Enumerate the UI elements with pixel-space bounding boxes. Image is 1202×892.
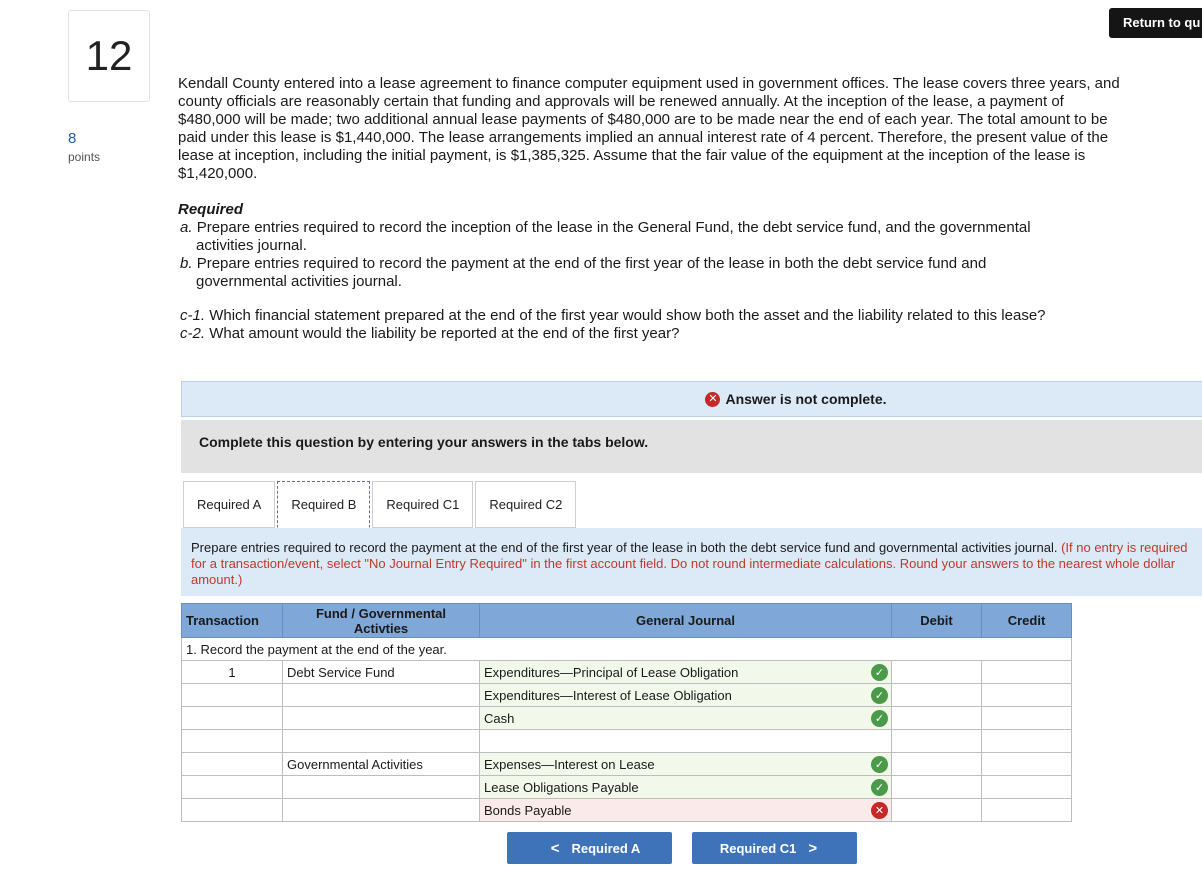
account-name: Cash <box>484 710 515 726</box>
account-name: Expenses—Interest on Lease <box>484 756 655 772</box>
transaction-cell <box>182 730 283 753</box>
account-cell[interactable] <box>480 753 892 776</box>
tab-bar <box>183 481 578 528</box>
transaction-cell <box>182 753 283 776</box>
required-b-text-2: governmental activities journal. <box>196 273 402 290</box>
required-a-text-2: activities journal. <box>196 237 307 254</box>
answer-status-text: Answer is not complete. <box>725 391 887 407</box>
tab-required-c1[interactable]: Required C1 <box>372 481 473 528</box>
question-number: 12 <box>68 10 150 102</box>
instructions-panel <box>181 420 1202 473</box>
journal-table <box>181 603 1072 822</box>
fund-cell[interactable]: Debt Service Fund <box>283 661 480 684</box>
debit-input[interactable] <box>892 753 982 776</box>
tab-required-b[interactable]: Required B <box>277 481 370 528</box>
journal-row <box>182 799 1072 822</box>
journal-section-label: 1. Record the payment at the end of the year. <box>182 638 1072 661</box>
credit-input[interactable] <box>982 776 1072 799</box>
credit-input[interactable] <box>982 799 1072 822</box>
required-heading: Required <box>178 201 244 218</box>
debit-input[interactable] <box>892 730 982 753</box>
transaction-cell <box>182 776 283 799</box>
journal-row <box>182 684 1072 707</box>
transaction-cell <box>182 799 283 822</box>
account-name: Expenditures—Interest of Lease Obligation <box>484 687 732 703</box>
header-debit: Debit <box>892 604 982 638</box>
next-tab-label: Required C1 <box>719 840 797 856</box>
journal-row <box>182 661 1072 684</box>
required-b-label: b. <box>180 255 193 272</box>
header-fund-line2: Activties <box>353 620 409 636</box>
chevron-left-icon: < <box>550 839 560 857</box>
journal-row <box>182 776 1072 799</box>
points-label: points <box>68 150 101 164</box>
next-tab-button[interactable] <box>692 832 857 864</box>
points-value: 8 <box>68 130 77 147</box>
tab-instructions-main: Prepare entries required to record the payment at the end of the first year of the lease in both the debt service fund and governmental activities journal. <box>191 540 1058 555</box>
required-c2 <box>180 325 1100 343</box>
journal-section-row <box>182 638 1072 661</box>
credit-input[interactable] <box>982 753 1072 776</box>
transaction-cell <box>182 707 283 730</box>
check-icon: ✓ <box>871 687 888 704</box>
instructions-panel-text: Complete this question by entering your answers in the tabs below. <box>199 434 649 450</box>
credit-input[interactable] <box>982 684 1072 707</box>
journal-row <box>182 753 1072 776</box>
account-cell[interactable] <box>480 707 892 730</box>
tab-instructions <box>181 528 1202 596</box>
journal-header-row <box>182 604 1072 638</box>
tab-instructions-note: (If no entry is required for a transaction/event, select "No Journal Entry Required" in the first account field. Do not round intermediate calculations. Round your answers to the nearest whole dollar amount.) <box>191 540 1188 587</box>
prev-tab-button[interactable] <box>507 832 672 864</box>
debit-input[interactable] <box>892 776 982 799</box>
tab-required-c2[interactable]: Required C2 <box>475 481 576 528</box>
fund-cell[interactable] <box>283 799 480 822</box>
required-a-text-1: Prepare entries required to record the inception of the lease in the General Fund, the debt service fund, and the governmental <box>196 219 1031 236</box>
required-c1 <box>180 307 1100 325</box>
debit-input[interactable] <box>892 661 982 684</box>
required-b-text-1: Prepare entries required to record the payment at the end of the first year of the lease in both the debt service fund and <box>196 255 987 272</box>
fund-cell[interactable] <box>283 776 480 799</box>
journal-row <box>182 707 1072 730</box>
fund-cell[interactable] <box>283 684 480 707</box>
transaction-cell <box>182 684 283 707</box>
fund-cell[interactable]: Governmental Activities <box>283 753 480 776</box>
chevron-right-icon: > <box>808 839 818 857</box>
credit-input[interactable] <box>982 707 1072 730</box>
credit-input[interactable] <box>982 661 1072 684</box>
prev-tab-label: Required A <box>571 840 641 856</box>
required-c1-text: Which financial statement prepared at the end of the first year would show both the asset and the liability related to this lease? <box>209 307 1046 324</box>
header-transaction: Transaction <box>182 604 283 638</box>
account-name: Bonds Payable <box>484 802 572 818</box>
required-a-label: a. <box>180 219 193 236</box>
required-a <box>180 219 1100 255</box>
debit-input[interactable] <box>892 684 982 707</box>
check-icon: ✓ <box>871 664 888 681</box>
account-cell[interactable] <box>480 799 892 822</box>
account-name: Lease Obligations Payable <box>484 779 639 795</box>
account-cell[interactable] <box>480 776 892 799</box>
check-icon: ✓ <box>871 779 888 796</box>
problem-text: Kendall County entered into a lease agreement to finance computer equipment used in government offices. The lease covers three years, and county officials are reasonably certain that funding and approvals will be renewed annually. At the inception of the lease, a payment of $480,000 will be made; two additional annual lease payments of $480,000 are to be made near the end of each year. The total amount to be paid under this lease is $1,440,000. The lease arrangements implied an annual interest rate of 4 percent. Therefore, the present value of the lease at inception, including the initial payment, is $1,385,325. Assume that the fair value of the equipment at the inception of the lease is $1,420,000. <box>178 75 1120 182</box>
x-circle-icon: ✕ <box>705 392 720 407</box>
header-fund-line1: Fund / Governmental <box>315 605 446 621</box>
check-icon: ✓ <box>871 756 888 773</box>
debit-input[interactable] <box>892 799 982 822</box>
header-fund <box>283 604 480 638</box>
required-b <box>180 255 1100 291</box>
required-c2-text: What amount would the liability be reported at the end of the first year? <box>209 325 680 342</box>
account-cell[interactable] <box>480 661 892 684</box>
x-icon: ✕ <box>871 802 888 819</box>
required-c2-label: c-2. <box>180 325 206 342</box>
required-c1-label: c-1. <box>180 307 206 324</box>
account-cell[interactable] <box>480 730 892 753</box>
fund-cell[interactable] <box>283 707 480 730</box>
account-cell[interactable] <box>480 684 892 707</box>
debit-input[interactable] <box>892 707 982 730</box>
tab-required-a[interactable]: Required A <box>183 481 275 528</box>
header-general-journal: General Journal <box>480 604 892 638</box>
account-name: Expenditures—Principal of Lease Obligation <box>484 664 739 680</box>
journal-row <box>182 730 1072 753</box>
credit-input[interactable] <box>982 730 1072 753</box>
fund-cell[interactable] <box>283 730 480 753</box>
header-credit: Credit <box>982 604 1072 638</box>
check-icon: ✓ <box>871 710 888 727</box>
answer-status-banner <box>181 381 1202 417</box>
return-to-question-button[interactable]: Return to qu <box>1109 8 1202 38</box>
transaction-cell: 1 <box>182 661 283 684</box>
